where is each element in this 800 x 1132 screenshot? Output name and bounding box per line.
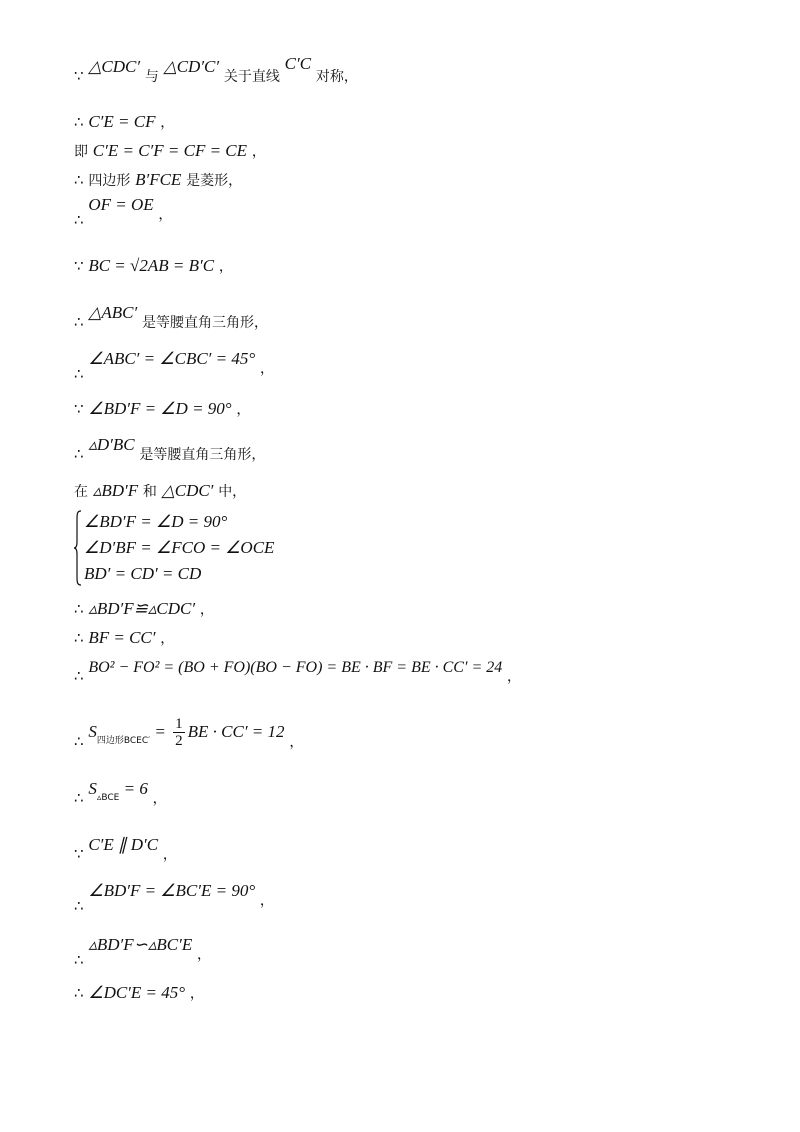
step-line-4: ∴ 四边形 B′FCE 是菱形，: [74, 170, 243, 189]
step-line-6: ∵ BC = √2AB = B′C ，: [74, 256, 233, 275]
step-line-13: ∴ BF = CC′ ，: [74, 628, 175, 647]
step-line-5: ∴ OF = OE ，: [74, 195, 173, 229]
step-line-17: ∵ C′E ∥ D′C ，: [74, 835, 177, 863]
step-line-19: ∴ ▵BD′F∽▵BC′E ，: [74, 935, 212, 969]
step-line-18: ∴ ∠BD′F = ∠BC′E = 90° ，: [74, 881, 274, 915]
step-line-1: ∵ △CDC′ 与 △CD′C′ 关于直线 C′C 对称，: [74, 54, 358, 85]
fraction-one-half: $\frac{1}{2}$: [175, 716, 183, 749]
condition-brace-group: [74, 510, 334, 588]
step-line-11: 在 ▵BD′F 和 △CDC′ 中，: [74, 481, 247, 500]
step-line-12: ∴ ▵BD′F≌▵CDC′ ，: [74, 599, 214, 618]
brace-condition-3: BD′ = CD′ = CD: [84, 564, 202, 583]
step-line-20: ∴ ∠DC′E = 45° ，: [74, 983, 204, 1002]
step-line-15: ∴ $S_{四边形BCEC'}$ = $\frac{1}{2}$ BE · CC′ = 12 ，: [74, 716, 304, 751]
step-line-7: ∴ △ABC′ 是等腰直角三角形，: [74, 303, 269, 331]
brace-condition-1: ∠BD′F = ∠D = 90°: [84, 512, 228, 531]
step-line-2: ∴ C′E = CF ，: [74, 112, 175, 131]
step-line-14: ∴ BO² − FO² = (BO + FO)(BO − FO) = BE · BF = BE · CC′ = 24 ，: [74, 659, 522, 685]
step-line-16: ∴ $S_{▵BCE} = 6$ ，: [74, 779, 167, 807]
step-line-3: 即 C′E = C′F = CF = CE ，: [74, 141, 266, 160]
step-line-9: ∵ ∠BD′F = ∠D = 90° ，: [74, 399, 251, 418]
left-brace-icon: [74, 510, 82, 586]
step-line-10: ∴ ▵D′BC 是等腰直角三角形，: [74, 435, 266, 463]
area-expression: $S_{四边形BCEC'}$ = $\frac{1}{2}$ BE · CC′ = 12: [88, 716, 285, 749]
brace-condition-2: ∠D′BF = ∠FCO = ∠OCE: [84, 538, 275, 557]
step-line-8: ∴ ∠ABC′ = ∠CBC′ = 45° ，: [74, 349, 274, 383]
